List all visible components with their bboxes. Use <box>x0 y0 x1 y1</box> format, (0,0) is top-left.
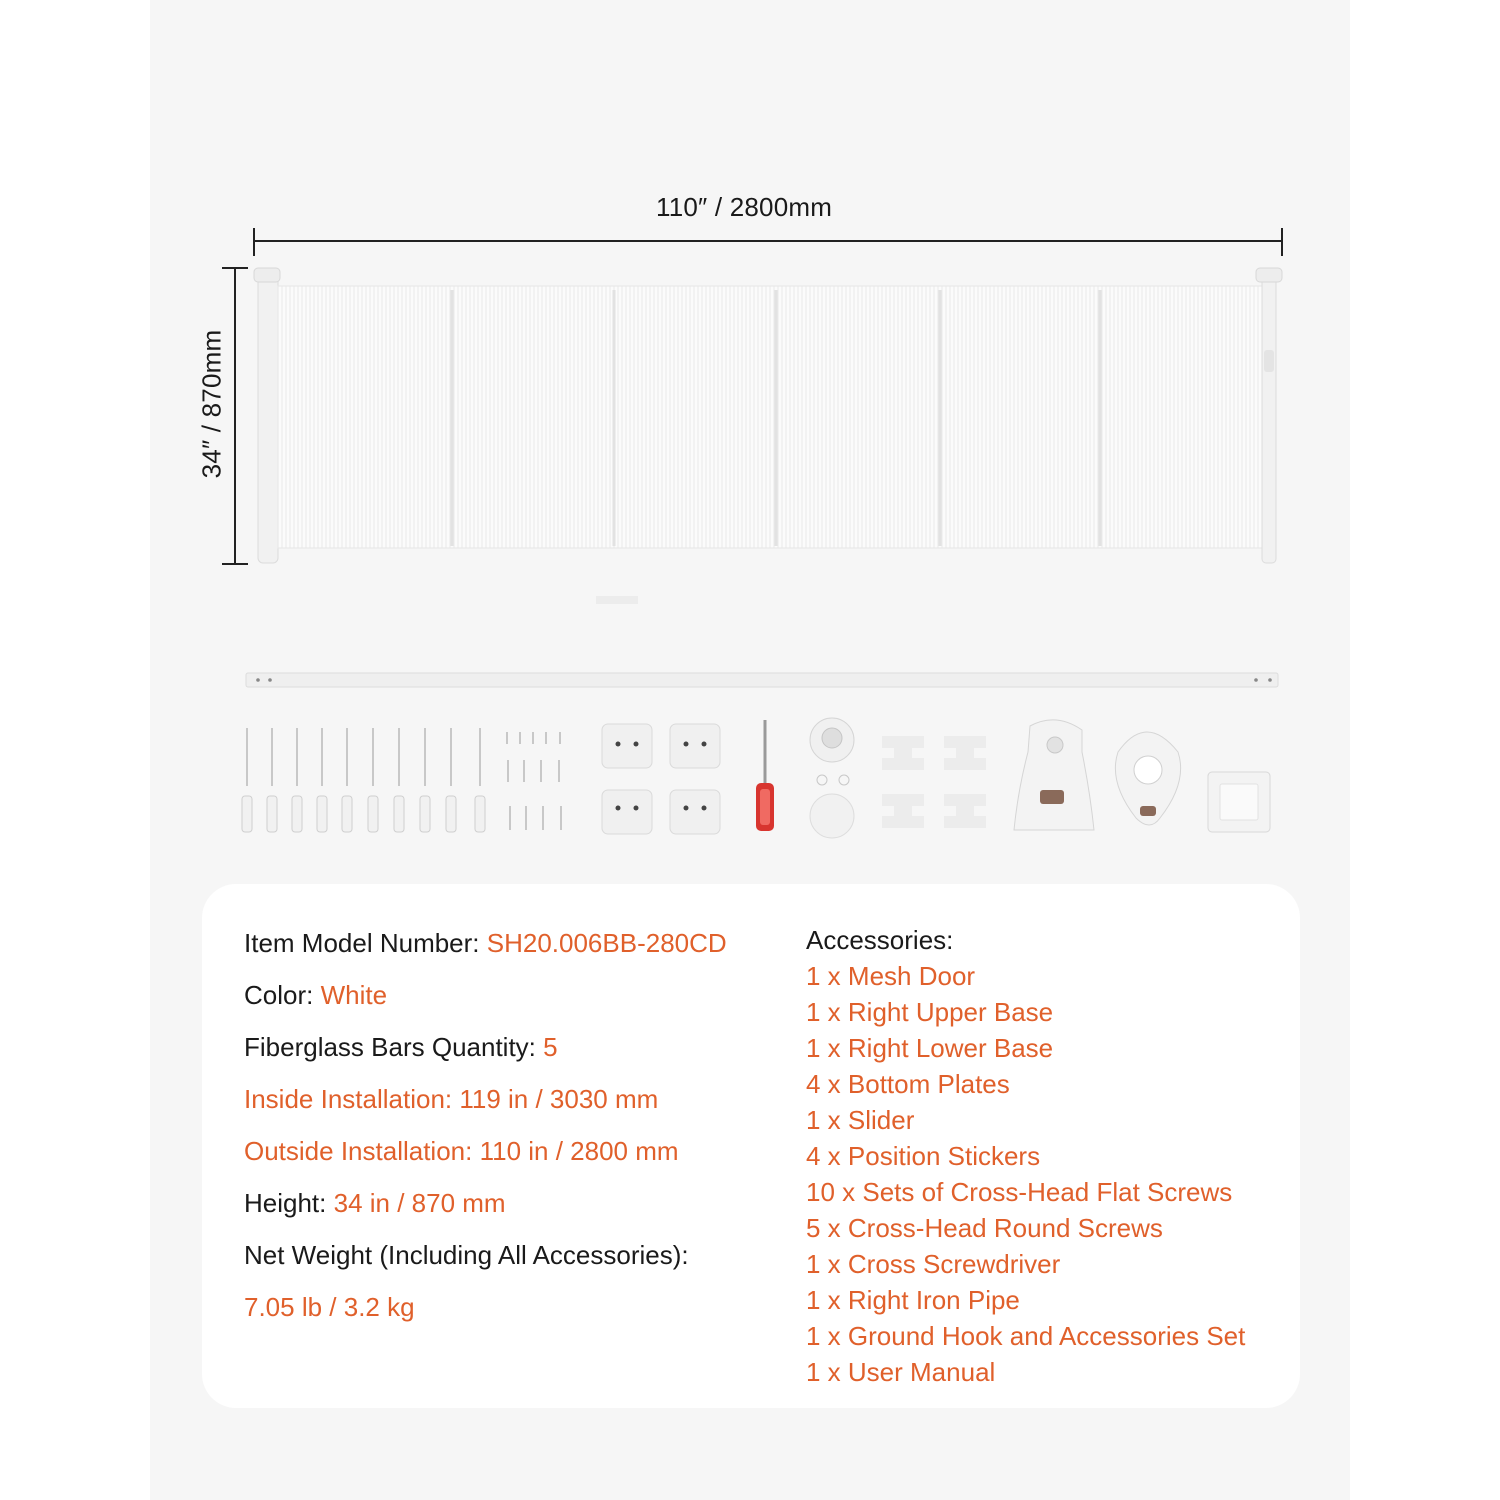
color-row <box>244 980 387 1011</box>
right-upper-base-image <box>1014 720 1094 830</box>
accessory-item: 10 x Sets of Cross-Head Flat Screws <box>806 1177 1233 1207</box>
net-weight-label: Net Weight (Including All Accessories): <box>244 1240 689 1270</box>
accessory-item: 4 x Position Stickers <box>806 1141 1041 1171</box>
height-value: 34 in / 870 mm <box>333 1188 506 1218</box>
accessory-item: 1 x Right Lower Base <box>806 1033 1054 1063</box>
bars-quantity-value: 5 <box>543 1032 558 1062</box>
color-label: Color: <box>244 980 321 1010</box>
ground-hook-set-image <box>810 718 854 838</box>
accessory-item: 1 x Slider <box>806 1105 915 1135</box>
width-dimension-line <box>254 228 1282 256</box>
accessory-item: 1 x User Manual <box>806 1357 996 1387</box>
iron-pipe-image <box>246 673 1278 687</box>
bars-quantity-row <box>244 1032 558 1063</box>
height-label: Height: <box>244 1188 334 1218</box>
accessory-item: 1 x Right Upper Base <box>806 997 1054 1027</box>
flat-screws-image <box>242 728 485 832</box>
accessory-item: 5 x Cross-Head Round Screws <box>806 1213 1163 1243</box>
bars-quantity-label: Fiberglass Bars Quantity: <box>244 1032 544 1062</box>
model-number-label: Item Model Number: <box>244 928 487 958</box>
height-row <box>244 1188 506 1219</box>
round-screws-image <box>507 732 561 830</box>
accessory-item: 1 x Cross Screwdriver <box>806 1249 1061 1279</box>
accessory-item: 4 x Bottom Plates <box>806 1069 1010 1099</box>
accessories-title: Accessories: <box>806 925 954 955</box>
net-weight-value: 7.05 lb / 3.2 kg <box>244 1292 415 1322</box>
accessory-item: 1 x Ground Hook and Accessories Set <box>806 1321 1246 1351</box>
width-dimension-label: 110″ / 2800mm <box>656 192 833 222</box>
accessory-item: 1 x Mesh Door <box>806 961 976 991</box>
height-dimension-label: 34″ / 870mm <box>196 329 227 479</box>
bottom-plates-image <box>602 724 720 834</box>
color-value: White <box>320 980 388 1010</box>
slider-image <box>1208 772 1270 832</box>
position-stickers-image <box>882 736 986 828</box>
mesh-gate-image <box>254 268 1282 604</box>
right-lower-base-image <box>1115 732 1180 825</box>
inside-installation: Inside Installation: 119 in / 3030 mm <box>244 1084 659 1114</box>
model-number-value: SH20.006BB-280CD <box>486 928 727 958</box>
model-number-row <box>244 928 727 959</box>
outside-installation: Outside Installation: 110 in / 2800 mm <box>244 1136 679 1166</box>
screwdriver-image <box>756 720 774 831</box>
accessory-item: 1 x Right Iron Pipe <box>806 1285 1020 1315</box>
